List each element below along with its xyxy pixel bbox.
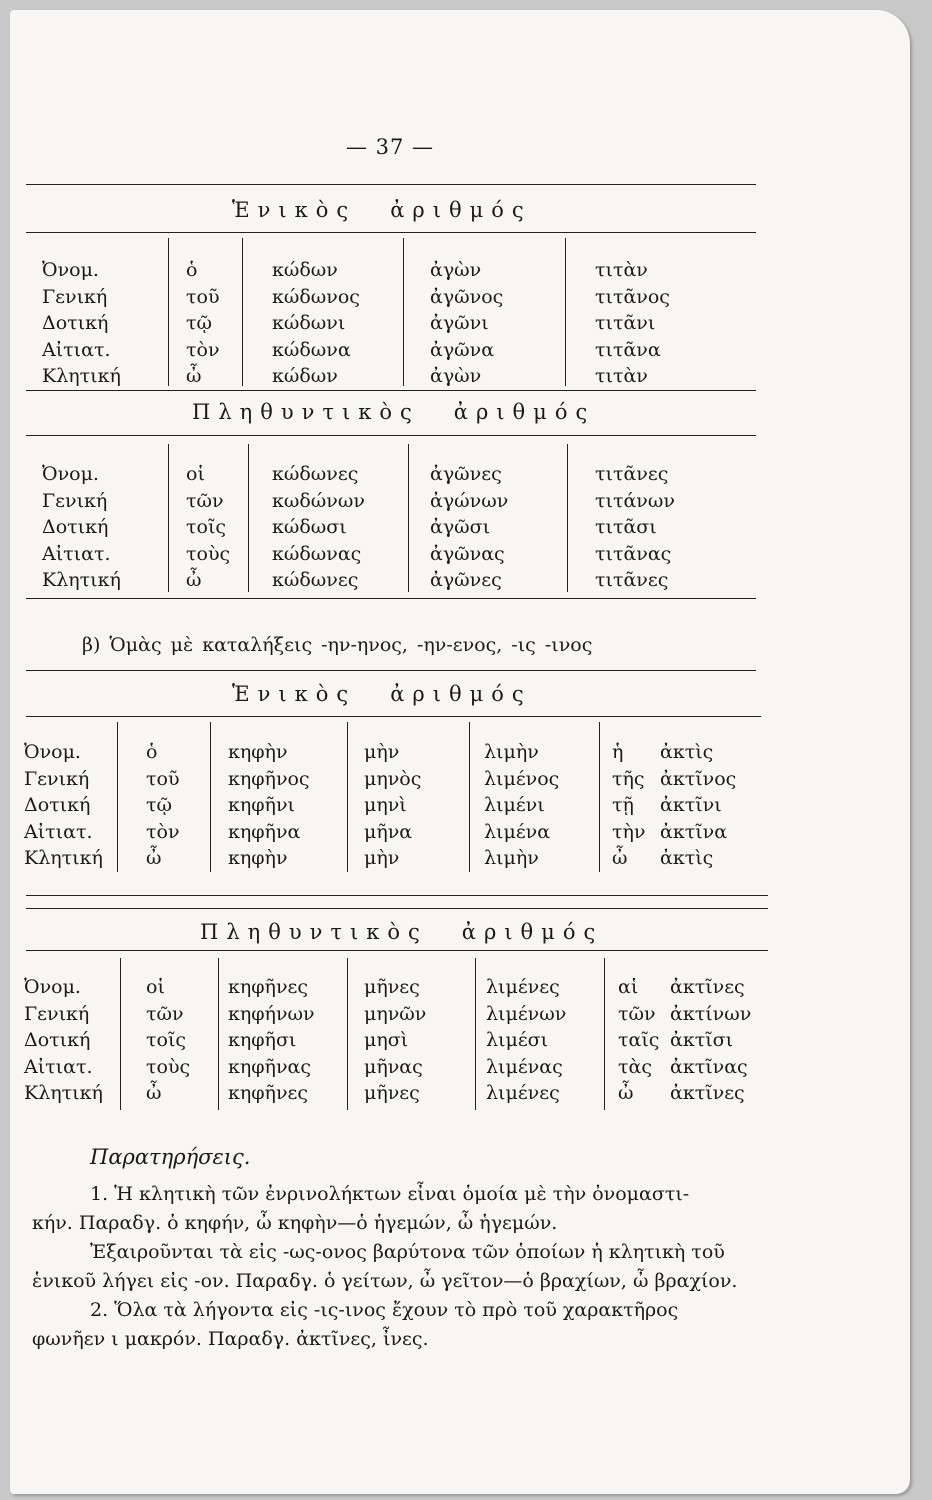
article: τῶν (146, 1002, 184, 1025)
word-form: τιτᾶνος (595, 285, 670, 308)
article: ὦ (186, 365, 202, 387)
heading-word: Πληθυντικὸς (192, 400, 420, 424)
word-form: λιμένες (486, 1082, 560, 1104)
word-form: μῆνας (364, 1055, 423, 1078)
word-form: κώδωσι (272, 516, 347, 538)
column-divider (117, 722, 118, 872)
word-form: λιμένα (484, 820, 551, 843)
word-form: κώδων (272, 259, 338, 281)
table2-mid-rule-upper (26, 895, 768, 896)
table1-sg-cases (42, 257, 121, 390)
column-divider (599, 722, 600, 872)
column-divider (210, 722, 211, 872)
word-form: μηνῶν (364, 1002, 427, 1025)
word-form: ἀγῶνι (430, 312, 489, 334)
column-divider (403, 238, 404, 386)
article: ὦ (146, 1082, 162, 1104)
column-divider (469, 722, 470, 872)
table2-pl-col4-articles (618, 974, 659, 1107)
word-form: ἀγὼν (430, 259, 482, 281)
table2-pl-col3 (486, 974, 566, 1107)
table2-sg-col3 (484, 739, 559, 872)
article: τοῖς (146, 1029, 187, 1051)
table2-pl-cases (24, 974, 103, 1107)
word-form: ἀγῶνα (430, 338, 495, 361)
word-form: ἀγῶνος (430, 285, 504, 308)
article: τὸν (186, 338, 220, 361)
table2-sg-col4 (660, 739, 736, 872)
article: ὁ (186, 259, 198, 281)
word-form: μηνὸς (364, 767, 422, 790)
column-divider (168, 238, 169, 386)
word-form: λιμένες (486, 976, 560, 998)
article: ἡ (612, 741, 624, 763)
case-label: Ὀνομ. (24, 741, 81, 763)
word-form: κώδωνας (272, 542, 362, 565)
article: τοῦ (186, 285, 220, 308)
article: τὰς (618, 1055, 652, 1078)
case-label: Αἰτιατ. (24, 820, 93, 843)
word-form: μῆνα (364, 820, 413, 843)
word-form: τιτᾶσι (595, 516, 657, 538)
word-form: ἀκτῖνες (670, 976, 745, 998)
case-label: Ὀνομ. (42, 463, 99, 485)
article: οἱ (146, 976, 165, 998)
word-form: ἀγῶνας (430, 542, 505, 565)
case-label: Δοτική (42, 516, 109, 538)
heading-word: ἀριθμός (461, 920, 604, 944)
word-form: κηφήνων (228, 1002, 315, 1025)
case-label: Γενική (42, 285, 108, 308)
table2-sg-col1 (228, 739, 310, 872)
table1-pl-col1 (272, 461, 365, 594)
word-form: κηφῆσι (228, 1029, 297, 1051)
word-form: τιτὰν (595, 365, 648, 387)
case-label: Κλητική (42, 365, 121, 387)
word-form: ἀγὼν (430, 365, 482, 387)
column-divider (347, 958, 348, 1110)
article: ὦ (146, 847, 162, 869)
article: τοὺς (146, 1055, 191, 1078)
heading-word: Ἑνικὸς (232, 198, 357, 222)
case-label: Δοτική (24, 794, 91, 816)
word-form: τιτάνων (595, 489, 675, 512)
column-divider (567, 444, 568, 592)
article: τῷ (186, 312, 213, 334)
table1-pl-col2 (430, 461, 508, 594)
article: τὴν (612, 820, 646, 843)
word-form: ἀκτῖνα (660, 820, 728, 843)
table1-sg-col2 (430, 257, 503, 390)
case-label: Γενική (24, 767, 90, 790)
table1-heading-rule (26, 232, 756, 233)
heading-word: Ἑνικὸς (232, 682, 357, 706)
table2-pl-col4 (670, 974, 751, 1107)
word-form: λιμένι (484, 794, 545, 816)
word-form: λιμένος (484, 767, 560, 790)
word-form: κηφῆνι (228, 794, 295, 816)
word-form: ἀκτῖνι (660, 794, 722, 816)
table2-pl-articles (146, 974, 190, 1107)
column-divider (347, 722, 348, 872)
article: τοὺς (186, 542, 231, 565)
observation-line: ἑνικοῦ λήγει εἰς -ον. Παραδγ. ὁ γείτων, ὦ γεῖτον—ὁ βραχίων, ὦ βραχίον. (32, 1270, 738, 1292)
table1-sg-col3 (595, 257, 670, 390)
article: τῆς (612, 767, 645, 790)
article: τοῖς (186, 516, 227, 538)
case-label: Γενική (42, 489, 108, 512)
table2-top-rule (26, 670, 756, 671)
word-form: κώδωνι (272, 312, 346, 334)
word-form: ἀγῶσι (430, 516, 491, 538)
word-form: τιτᾶνες (595, 569, 669, 591)
book-page (10, 10, 910, 1494)
article: ὦ (612, 847, 628, 869)
observation-line: Ἐξαιροῦνται τὰ εἰς -ως-ονος βαρύτονα τῶν ὁποίων ἡ κλητικὴ τοῦ (90, 1241, 725, 1263)
word-form: μῆνες (364, 1082, 420, 1104)
article: τοῦ (146, 767, 180, 790)
column-divider (120, 958, 121, 1110)
table2-pl-col1 (228, 974, 315, 1107)
word-form: κώδωνα (272, 338, 351, 361)
table1-sg-articles (186, 257, 220, 390)
table1-sg-col1 (272, 257, 360, 390)
table1-mid-rule (26, 390, 756, 391)
case-label: Ὀνομ. (42, 259, 99, 281)
word-form: κηφῆνες (228, 976, 308, 998)
case-label: Αἰτιατ. (42, 338, 111, 361)
word-form: κώδωνες (272, 463, 359, 485)
case-label: Γενική (24, 1002, 90, 1025)
article: τῶν (618, 1002, 656, 1025)
word-form: τιτὰν (595, 259, 648, 281)
article: οἱ (186, 463, 205, 485)
article: τὸν (146, 820, 180, 843)
word-form: μῆνες (364, 976, 420, 998)
column-divider (475, 958, 476, 1110)
case-label: Ὀνομ. (24, 976, 81, 998)
word-form: ἀγώνων (430, 489, 509, 512)
word-form: ἀκτῖνος (660, 767, 737, 790)
table2-sg-col4-articles (612, 739, 645, 872)
word-form: τιτᾶνας (595, 542, 672, 565)
word-form: κώδωνες (272, 569, 359, 591)
article: ταῖς (618, 1029, 660, 1051)
case-label: Κλητική (24, 1082, 103, 1104)
word-form: μηνὶ (364, 794, 407, 816)
observation-line: κήν. Παραδγ. ὁ κηφήν, ὦ κηφὴν—ὁ ἡγεμών, ὦ ἡγεμών. (32, 1212, 558, 1234)
article: αἱ (618, 976, 639, 998)
column-divider (604, 958, 605, 1110)
article: ὦ (186, 569, 202, 591)
table1-pl-cases (42, 461, 121, 594)
table1-singular-heading (232, 198, 532, 222)
table2-pl-col2 (364, 974, 426, 1107)
case-label: Δοτική (42, 312, 109, 334)
word-form: κωδώνων (272, 489, 365, 512)
table2-sg-articles (146, 739, 180, 872)
table2-plural-heading (200, 920, 603, 944)
case-label: Αἰτιατ. (24, 1055, 93, 1078)
word-form: κηφὴν (228, 741, 288, 763)
case-label: Δοτική (24, 1029, 91, 1051)
table1-pl-articles (186, 461, 230, 594)
heading-word: ἀριθμός (453, 400, 596, 424)
word-form: κηφὴν (228, 847, 288, 869)
word-form: ἀκτῖνας (670, 1055, 748, 1078)
case-label: Κλητική (24, 847, 103, 869)
word-form: ἀκτὶς (660, 847, 714, 869)
table2-sg-cases (24, 739, 103, 872)
article: τῇ (612, 794, 634, 816)
word-form: τιτᾶνες (595, 463, 669, 485)
observation-line: φωνῆεν ι μακρόν. Παραδγ. ἀκτῖνες, ἶνες. (32, 1328, 429, 1350)
word-form: κώδων (272, 365, 338, 387)
table1-plural-heading-rule (26, 435, 756, 436)
table1-pl-col3 (595, 461, 675, 594)
table2-singular-heading (232, 682, 532, 706)
word-form: μησὶ (364, 1029, 409, 1051)
word-form: κηφῆνες (228, 1082, 308, 1104)
table2-mid-rule-lower (26, 908, 768, 909)
column-divider (242, 238, 243, 386)
heading-word: Πληθυντικὸς (200, 920, 428, 944)
word-form: ἀκτῖσι (670, 1029, 734, 1051)
word-form: ἀγῶνες (430, 463, 502, 485)
case-label: Αἰτιατ. (42, 542, 111, 565)
table1-top-rule (26, 184, 756, 185)
case-label: Κλητική (42, 569, 121, 591)
word-form: λιμὴν (484, 847, 539, 869)
heading-word: ἀριθμός (390, 682, 532, 706)
word-form: κώδωνος (272, 285, 360, 308)
word-form: τιτᾶνι (595, 312, 656, 334)
column-divider (218, 958, 219, 1110)
observation-line: 1. Ἡ κλητικὴ τῶν ἐνρινολήκτων εἶναι ὁμοία μὲ τὴν ὀνομαστι- (90, 1183, 690, 1205)
word-form: κηφῆνος (228, 767, 310, 790)
word-form: ἀκτῖνες (670, 1082, 745, 1104)
word-form: μὴν (364, 847, 400, 869)
article: τῷ (146, 794, 173, 816)
word-form: λιμένας (486, 1055, 563, 1078)
article: ὦ (618, 1082, 634, 1104)
heading-word: ἀριθμός (390, 198, 532, 222)
word-form: ἀκτὶς (660, 741, 714, 763)
column-divider (565, 238, 566, 386)
word-form: λιμένων (486, 1002, 567, 1025)
section-b-caption: β) Ὁμὰς μὲ καταλήξεις -ην-ηνος, -ην-ενος, -ις -ινος (82, 634, 593, 656)
column-divider (408, 444, 409, 592)
column-divider (168, 444, 169, 592)
page-number: — 37 — (345, 135, 435, 159)
article: τῶν (186, 489, 224, 512)
word-form: κηφῆνας (228, 1055, 311, 1078)
table2-plural-heading-rule (26, 950, 768, 951)
observation-line: 2. Ὅλα τὰ λήγοντα εἰς -ις-ινος ἔχουν τὸ πρὸ τοῦ χαρακτῆρος (90, 1299, 679, 1321)
table2-sg-col2 (364, 739, 421, 872)
word-form: λιμὴν (484, 741, 539, 763)
column-divider (248, 444, 249, 592)
word-form: τιτᾶνα (595, 338, 661, 361)
word-form: ἀκτίνων (670, 1002, 752, 1025)
word-form: λιμέσι (486, 1029, 549, 1051)
word-form: κηφῆνα (228, 820, 301, 843)
word-form: ἀγῶνες (430, 569, 502, 591)
word-form: μὴν (364, 741, 400, 763)
table2-heading-rule (26, 716, 761, 717)
observations-title: Παρατηρήσεις. (90, 1145, 251, 1169)
table1-plural-heading (192, 400, 595, 424)
table1-bottom-rule (26, 598, 756, 599)
article: ὁ (146, 741, 158, 763)
